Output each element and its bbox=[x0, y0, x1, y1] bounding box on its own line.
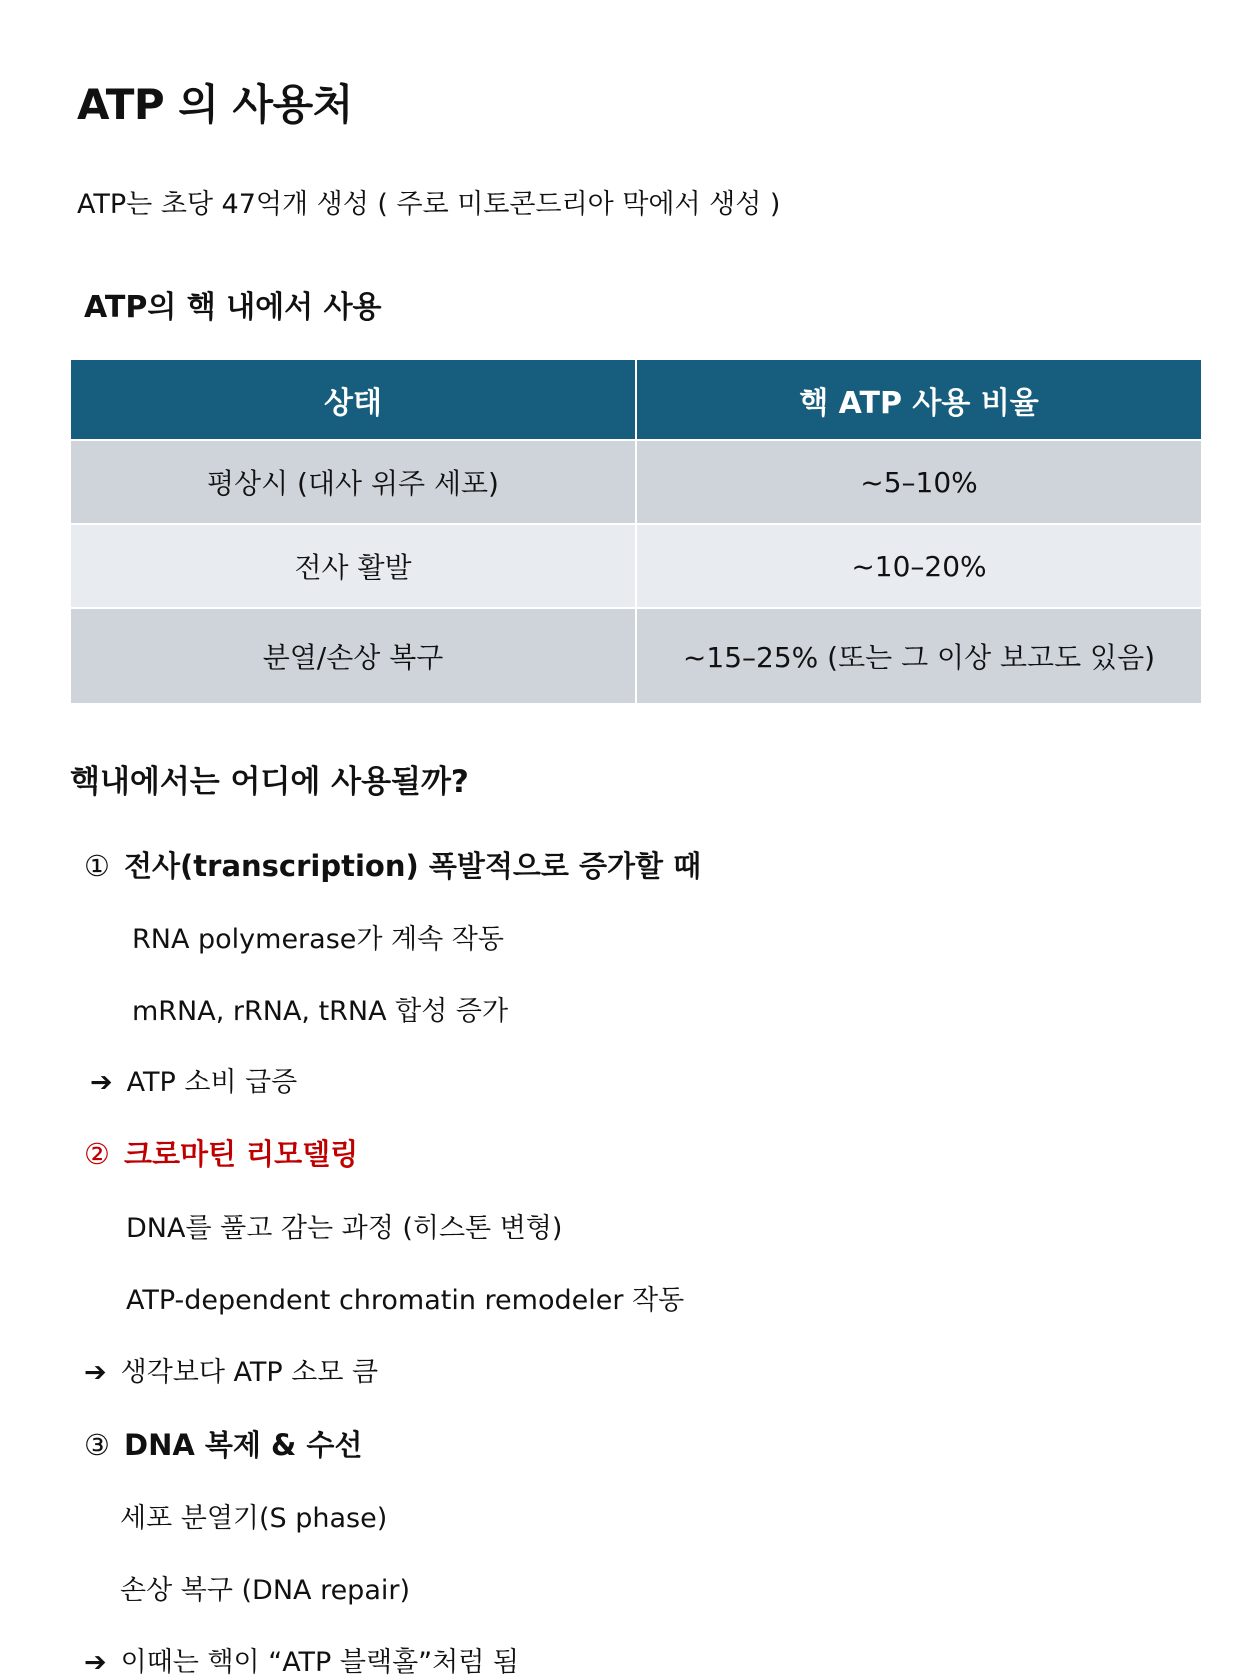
number-marker: ③ bbox=[84, 1428, 110, 1462]
item-conclusion bbox=[84, 1640, 519, 1679]
item-line: 손상 복구 (DNA repair) bbox=[120, 1575, 411, 1606]
table-row bbox=[71, 524, 1201, 608]
number-marker: ② bbox=[84, 1137, 110, 1171]
item-heading-text: 전사(transcription) 폭발적으로 증가할 때 bbox=[124, 849, 702, 883]
item-heading-text: DNA 복제 & 수선 bbox=[124, 1428, 363, 1462]
item-conclusion bbox=[90, 1060, 297, 1099]
question-heading: 핵내에서는 어디에 사용될까? bbox=[70, 764, 469, 800]
table-header-row bbox=[71, 360, 1201, 440]
item-heading-dna-replication bbox=[84, 1423, 362, 1464]
item-line: RNA polymerase가 계속 작동 bbox=[132, 924, 504, 955]
page-title: ATP 의 사용처 bbox=[77, 80, 353, 129]
column-header-ratio: 핵 ATP 사용 비율 bbox=[636, 360, 1201, 440]
conclusion-text: 이때는 핵이 “ATP 블랙홀”처럼 됨 bbox=[120, 1647, 519, 1678]
item-conclusion bbox=[84, 1350, 378, 1389]
item-heading-transcription bbox=[84, 844, 701, 885]
section-title: ATP의 핵 내에서 사용 bbox=[84, 290, 382, 325]
right-arrow-icon: ➔ bbox=[84, 1647, 107, 1678]
conclusion-text: ATP 소비 급증 bbox=[126, 1067, 298, 1098]
atp-usage-table bbox=[71, 360, 1201, 703]
column-header-state: 상태 bbox=[71, 360, 636, 440]
item-line: mRNA, rRNA, tRNA 합성 증가 bbox=[132, 996, 509, 1027]
table-cell-state: 전사 활발 bbox=[71, 524, 636, 608]
right-arrow-icon: ➔ bbox=[90, 1067, 113, 1098]
table-row bbox=[71, 608, 1201, 703]
table-cell-state: 분열/손상 복구 bbox=[71, 608, 636, 703]
table-cell-ratio: ~10–20% bbox=[636, 524, 1201, 608]
number-marker: ① bbox=[84, 849, 110, 883]
table-cell-ratio: ~5–10% bbox=[636, 440, 1201, 524]
item-line: 세포 분열기(S phase) bbox=[120, 1503, 388, 1534]
item-line: ATP-dependent chromatin remodeler 작동 bbox=[126, 1285, 685, 1316]
table-cell-state: 평상시 (대사 위주 세포) bbox=[71, 440, 636, 524]
conclusion-text: 생각보다 ATP 소모 큼 bbox=[120, 1357, 379, 1388]
table-row bbox=[71, 440, 1201, 524]
subtitle: ATP는 초당 47억개 생성 ( 주로 미토콘드리아 막에서 생성 ) bbox=[77, 189, 781, 220]
item-line: DNA를 풀고 감는 과정 (히스톤 변형) bbox=[126, 1213, 563, 1244]
right-arrow-icon: ➔ bbox=[84, 1357, 107, 1388]
item-heading-text: 크로마틴 리모델링 bbox=[124, 1137, 359, 1171]
table-cell-ratio: ~15–25% (또는 그 이상 보고도 있음) bbox=[636, 608, 1201, 703]
item-heading-chromatin bbox=[84, 1132, 358, 1173]
